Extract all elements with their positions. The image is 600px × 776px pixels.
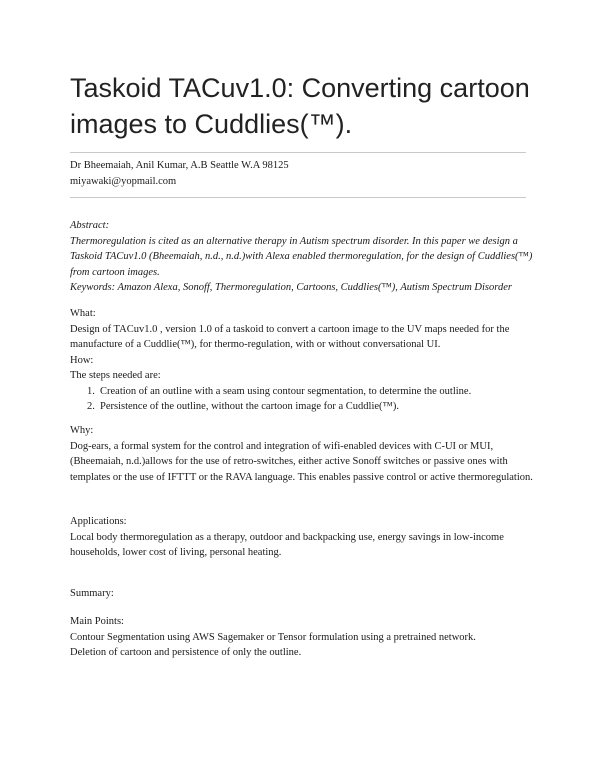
why-heading: Why: <box>70 425 94 436</box>
steps-list <box>70 384 540 415</box>
abstract-keywords: Keywords: Amazon Alexa, Sonoff, Thermoregulation, Cartoons, Cuddlies(™), Autism Spectrum Disorder <box>70 282 512 293</box>
main-points-heading: Main Points: <box>70 616 124 627</box>
main-point-line: Contour Segmentation using AWS Sagemaker or Tensor formulation using a pretrained network. <box>70 631 476 643</box>
step-number: 2. <box>87 401 95 412</box>
what-heading: What: <box>70 308 96 319</box>
summary-section <box>70 586 540 602</box>
why-section <box>70 423 540 485</box>
why-body: Dog-ears, a formal system for the control and integration of wifi-enabled devices with C-UI or MUI, (Bheemaiah, n.d.)allows for the use of retro-switches, either active Sonoff switches or passive ones with templates or the use of IFTTT or the RAVA language. This enables passive control or active thermoregulation. <box>70 440 533 483</box>
paper-title: Taskoid TACuv1.0: Converting cartoon images to Cuddlies(™). <box>70 73 530 139</box>
how-heading: How: <box>70 354 94 366</box>
author-line: Dr Bheemaiah, Anil Kumar, A.B Seattle W.A 98125 <box>70 160 289 171</box>
step-text: Creation of an outline with a seam using contour segmentation, to determine the outline. <box>100 385 472 397</box>
what-body: Design of TACuv1.0 , version 1.0 of a taskoid to convert a cartoon image to the UV maps needed for the manufacture of a Cuddlie(™), for thermo-regulation, with or without conversational UI. <box>70 323 510 350</box>
author-email: miyawaki@yopmail.com <box>70 175 177 187</box>
applications-body: Local body thermoregulation as a therapy, outdoor and backpacking use, energy savings in low-income households, lower cost of living, personal heating. <box>70 531 504 558</box>
main-points-section <box>70 614 540 661</box>
applications-section <box>70 514 540 561</box>
top-divider <box>70 152 526 153</box>
what-section <box>70 306 540 415</box>
summary-heading: Summary: <box>70 588 114 599</box>
author-block <box>70 158 540 189</box>
step-text: Persistence of the outline, without the cartoon image for a Cuddlie(™). <box>100 401 399 412</box>
abstract-heading: Abstract: <box>70 220 110 231</box>
abstract-section <box>70 218 540 296</box>
how-intro: The steps needed are: <box>70 370 161 381</box>
applications-heading: Applications: <box>70 516 127 527</box>
main-point-line: Deletion of cartoon and persistence of only the outline. <box>70 647 302 658</box>
list-item <box>70 399 540 415</box>
bottom-divider <box>70 197 526 198</box>
abstract-body: Thermoregulation is cited as an alternative therapy in Autism spectrum disorder. In this paper we design a Taskoid TACuv1.0 (Bheemaiah, n.d., n.d.)with Alexa enabled thermoregulation, for the design of Cuddlies(™) from cartoon images. <box>70 235 533 278</box>
step-number: 1. <box>87 385 95 397</box>
list-item <box>70 384 540 400</box>
